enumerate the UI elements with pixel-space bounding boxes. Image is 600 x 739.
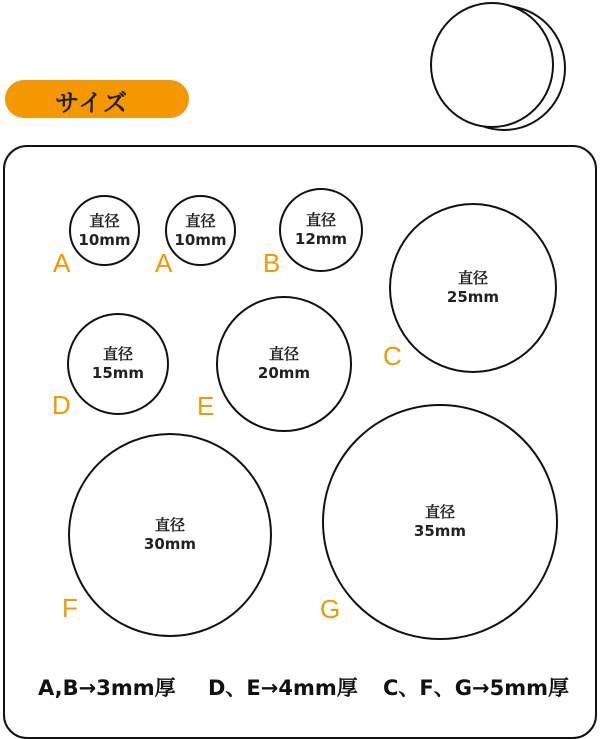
circle-label: 直径 <box>305 211 336 230</box>
circle-size: 25mm <box>446 288 500 306</box>
letter-a-1: A <box>53 248 71 278</box>
circle-size: 35mm <box>413 522 467 540</box>
letter-d: D <box>52 390 71 420</box>
circle-label: 直径 <box>268 345 299 364</box>
circle-f-30mm <box>68 433 272 637</box>
disc-front <box>430 2 554 128</box>
circle-label: 直径 <box>424 503 455 522</box>
size-header-tag <box>5 80 189 118</box>
letter-b: B <box>263 248 281 278</box>
circle-size: 20mm <box>257 364 311 382</box>
thickness-note-cfg: C、F、G→5mm厚 <box>383 676 569 700</box>
circle-size: 10mm <box>78 230 131 249</box>
circle-size: 30mm <box>143 535 197 553</box>
letter-e: E <box>197 391 215 421</box>
thickness-note-de: D、E→4mm厚 <box>208 676 358 700</box>
letter-g: G <box>320 594 341 624</box>
circle-a-10mm <box>69 195 140 266</box>
thickness-note-ab: A,B→3mm厚 <box>38 676 176 700</box>
circle-label: 直径 <box>185 211 216 230</box>
circle-label: 直径 <box>102 345 133 364</box>
circle-label: 直径 <box>154 516 185 535</box>
letter-a-2: A <box>155 248 173 278</box>
circle-size: 15mm <box>91 364 145 382</box>
circle-label: 直径 <box>89 211 120 230</box>
circle-size: 10mm <box>174 230 227 249</box>
circle-b-12mm <box>279 188 363 272</box>
circle-size: 12mm <box>294 230 348 248</box>
letter-f: F <box>62 593 78 623</box>
circle-e-20mm <box>216 296 352 432</box>
circle-c-25mm <box>389 203 557 373</box>
circle-g-35mm <box>322 404 558 640</box>
circle-d-15mm <box>67 313 169 415</box>
circle-a-10mm-2 <box>165 195 236 266</box>
letter-c: C <box>383 341 402 371</box>
size-header-title: サイズ <box>55 89 129 117</box>
circle-label: 直径 <box>457 269 488 288</box>
